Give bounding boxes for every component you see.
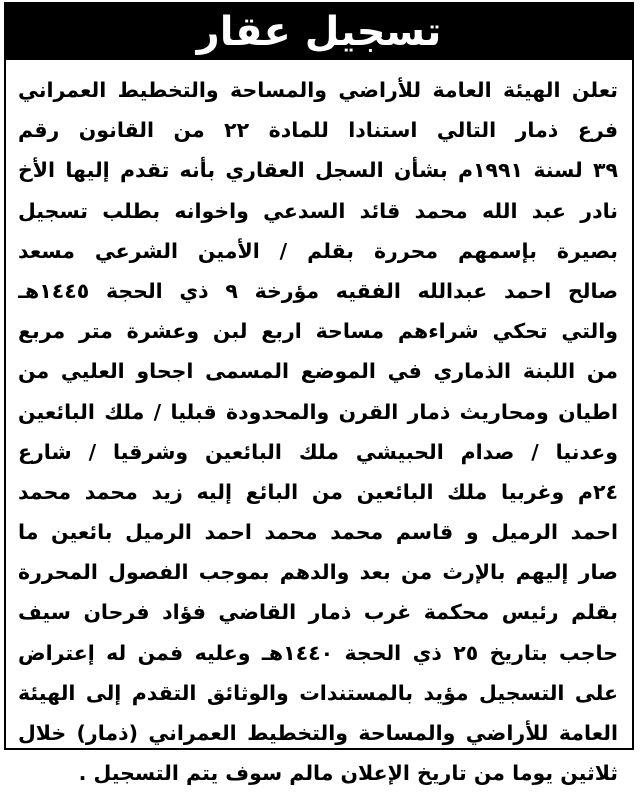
notice-line: تعلن الهيئة العامة للأراضي والمساحة والتخطيط العمراني — [18, 78, 618, 102]
notice-line: اطيان ومحاريث ذمار القرن والمحدودة قبليا / ملك البائعين — [18, 399, 618, 424]
notice-line: احمد الرميل و قاسم محمد محمد احمد الرميل بائعين ما — [18, 520, 618, 545]
notice-line: صار إليهم بالإرث من بعد والدهم بموجب الفصول المحررة — [18, 560, 618, 585]
notice-line: فرع ذمار التالي استنادا للمادة ٢٢ من القانون رقم — [18, 118, 618, 143]
notice-title: تسجيل عقار — [196, 9, 442, 55]
notice-line: وعدنيا / صدام الحبيشي ملك البائعين وشرقيا / شارع — [18, 439, 618, 464]
property-registration-notice — [4, 2, 634, 786]
notice-line: بقلم رئيس محكمة غرب ذمار القاضي فؤاد فرحان سيف — [18, 600, 618, 625]
notice-line: من اللبنة الذماري في الموضع المسمى اجحاو العليي من — [18, 359, 618, 384]
notice-title-bar — [6, 4, 632, 60]
notice-line: بصيرة بإسمهم محررة بقلم / الأمين الشرعي مسعد — [18, 238, 618, 263]
notice-line: العامة للأراضي والمساحة والتخطيط العمراني (ذمار) خلال — [18, 721, 618, 745]
notice-line: ٢٤م وغربيا ملك البائعين من البائع إليه زيد محمد محمد — [18, 479, 618, 504]
notice-line: نادر عبد الله محمد قائد السدعي واخوانه بطلب تسجيل — [18, 198, 618, 223]
notice-line: صالح احمد عبدالله الفقيه مؤرخة ٩ ذي الحجة ١٤٤٥هـ — [18, 278, 618, 303]
notice-line: ٣٩ لسنة ١٩٩١م بشأن السجل العقاري بأنه تقدم إليها الأخ — [18, 158, 618, 183]
notice-body — [18, 70, 618, 793]
notice-line: ثلاثين يوما من تاريخ الإعلان مالم سوف يتم التسجيل . — [78, 761, 618, 786]
notice-line: والتي تحكي شراءهم مساحة اربع لبن وعشرة متر مربع — [18, 319, 618, 344]
notice-line: على التسجيل مؤيد بالمستندات والوثائق التقدم إلى الهيئة — [18, 680, 618, 705]
notice-line: حاجب بتاريخ ٢٥ ذي الحجة ١٤٤٠هـ وعليه فمن له إعتراض — [18, 640, 618, 665]
